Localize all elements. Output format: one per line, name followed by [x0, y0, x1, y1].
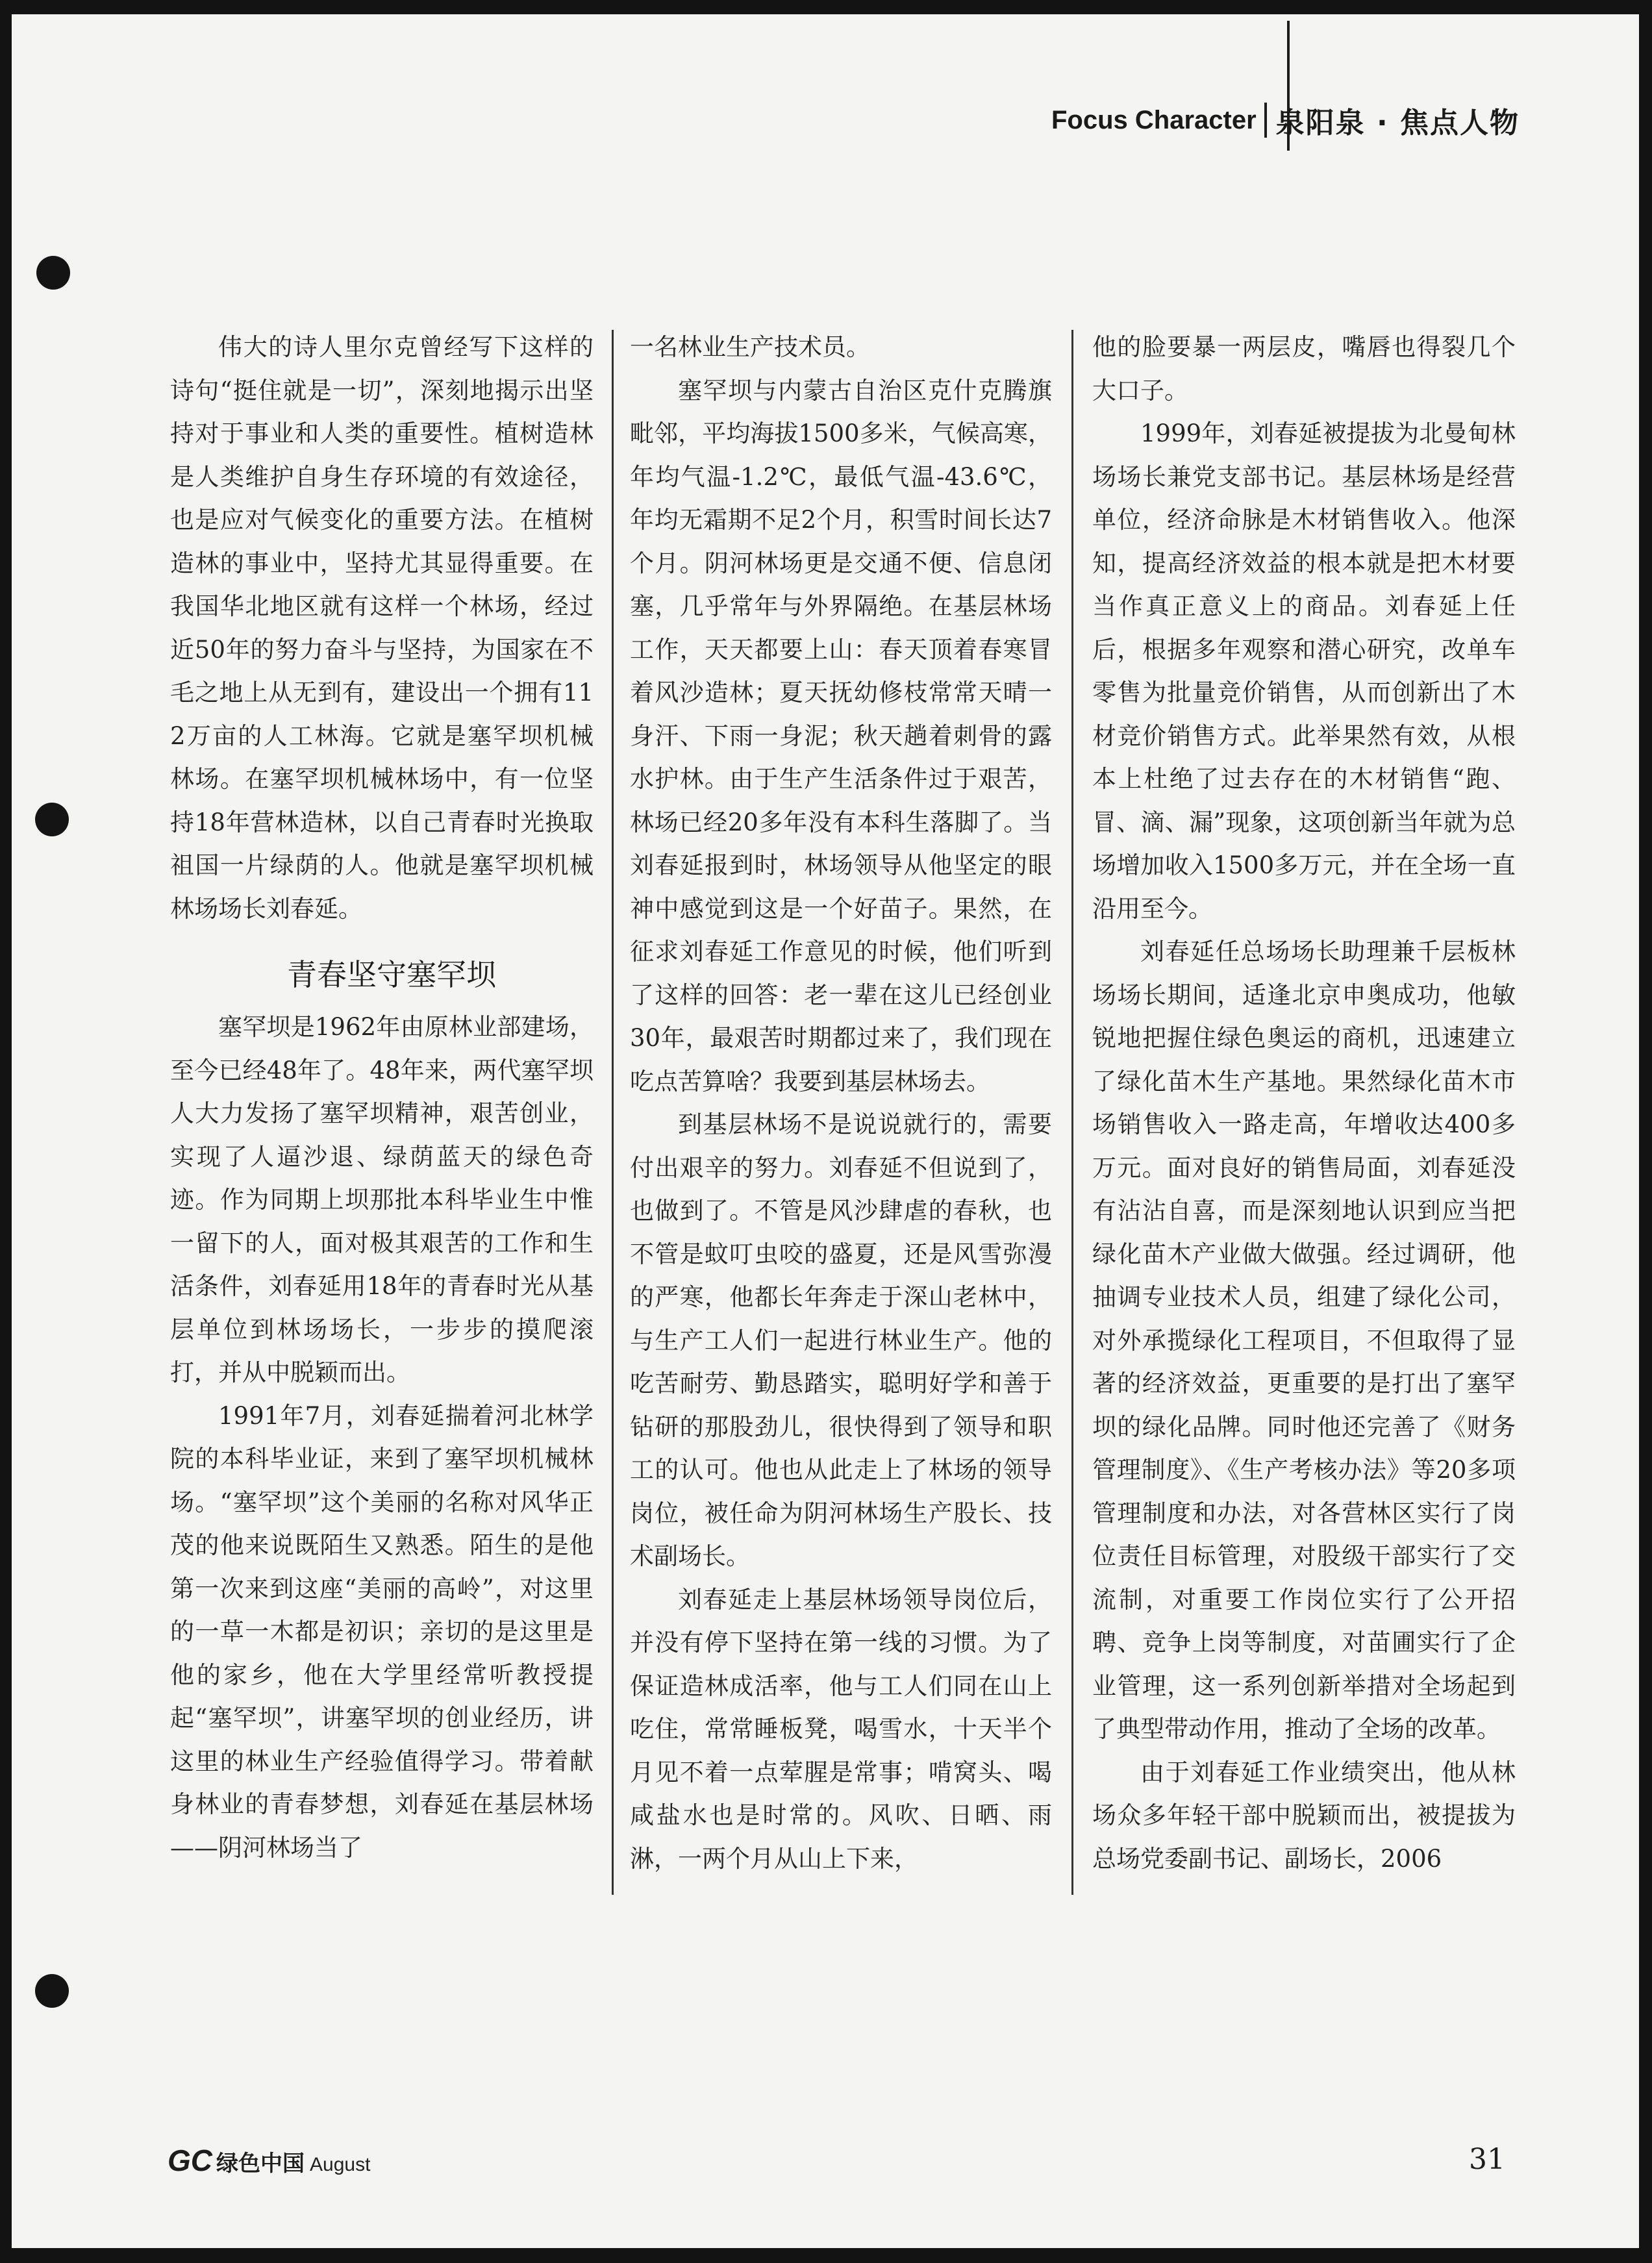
section-title-zh: 泉阳泉 · 焦点人物 — [1275, 106, 1520, 140]
column-divider — [1071, 330, 1073, 1895]
magazine-name: 绿色中国 — [216, 2151, 305, 2177]
page-number: 31 — [1469, 2143, 1505, 2176]
binder-hole-middle — [35, 803, 69, 836]
paragraph: 1991年7月，刘春延揣着河北林学院的本科毕业证，来到了塞罕坝机械林场。“塞罕坝”这个美丽的名称对风华正茂的他来说既陌生又熟悉。陌生的是他第一次来到这座“美丽的高岭”，对这里的一草一木都是初识；亲切的是这里是他的家乡，他在大学里经常听教授提起“塞罕坝”，讲塞罕坝的创业经历，讲这里的林业生产经验值得学习。带着献身林业的青春梦想，刘春延在基层林场——阴河林场当了 — [170, 1401, 594, 1862]
paragraph: 刘春延走上基层林场领导岗位后，并没有停下坚持在第一线的习惯。为了保证造林成活率，他与工人们同在山上吃住，常常睡板凳，喝雪水，十天半个月见不着一点荤腥是常事；啃窝头、喝咸盐水也是时常的。风吹、日晒、雨淋，一两个月从山上下来， — [630, 1585, 1052, 1873]
paragraph: 由于刘春延工作业绩突出，他从林场众多年轻干部中脱颖而出，被提拔为总场党委副书记、副场长，2006 — [1092, 1758, 1516, 1873]
issue-month: August — [310, 2154, 371, 2175]
paragraph: 一名林业生产技术员。 — [630, 333, 870, 361]
section-title-en: Focus Character — [1051, 105, 1257, 134]
column-divider — [612, 330, 614, 1895]
paragraph: 1999年，刘春延被提拔为北曼甸林场场长兼党支部书记。基层林场是经营单位，经济命脉是木材销售收入。他深知，提高经济效益的根本就是把木材要当作真正意义上的商品。刘春延上任后，根据多年观察和潜心研究，改单车零售为批量竞价销售，从而创新出了木材竞价销售方式。此举果然有效，从根本上杜绝了过去存在的木材销售“跑、冒、滴、漏”现象，这项创新当年就为总场增加收入1500多万元，并在全场一直沿用至今。 — [1092, 419, 1516, 923]
paragraph: 伟大的诗人里尔克曾经写下这样的诗句“挺住就是一切”，深刻地揭示出坚持对于事业和人类的重要性。植树造林是人类维护自身生存环境的有效途径，也是应对气候变化的重要方法。在植树造林的事业中，坚持尤其显得重要。在我国华北地区就有这样一个林场，经过近50年的努力奋斗与坚持，为国家在不毛之地上从无到有，建设出一个拥有112万亩的人工林海。它就是塞罕坝机械林场。在塞罕坝机械林场中，有一位坚持18年营林造林，以自己青春时光换取祖国一片绿荫的人。他就是塞罕坝机械林场场长刘春延。 — [170, 333, 594, 923]
paragraph: 他的脸要暴一两层皮，嘴唇也得裂几个大口子。 — [1092, 333, 1516, 405]
subheading: 青春坚守塞罕坝 — [287, 957, 496, 992]
paragraph: 到基层林场不是说说就行的，需要付出艰辛的努力。刘春延不但说到了，也做到了。不管是风沙肆虐的春秋，也不管是蚊叮虫咬的盛夏，还是风雪弥漫的严寒，他都长年奔走于深山老林中，与生产工人们一起进行林业生产。他的吃苦耐劳、勤恳踏实，聪明好学和善于钻研的那股劲儿，很快得到了领导和职工的认可。他也从此走上了林场的领导岗位，被任命为阴河林场生产股长、技术副场长。 — [630, 1110, 1052, 1570]
paragraph: 塞罕坝与内蒙古自治区克什克腾旗毗邻，平均海拔1500多米，气候高寒，年均气温-1.2℃，最低气温-43.6℃，年均无霜期不足2个月，积雪时间长达7个月。阴河林场更是交通不便、信息闭塞，几乎常年与外界隔绝。在基层林场工作，天天都要上山：春天顶着春寒冒着风沙造林；夏天抚幼修枝常常天晴一身汗、下雨一身泥；秋天趟着刺骨的露水护林。由于生产生活条件过于艰苦，林场已经20多年没有本科生落脚了。当刘春延报到时，林场领导从他坚定的眼神中感觉到这是一个好苗子。果然，在征求刘春延工作意见的时候，他们听到了这样的回答：老一辈在这儿已经创业30年，最艰苦时期都过来了，我们现在吃点苦算啥？我要到基层林场去。 — [630, 376, 1052, 1095]
article-column-1 — [170, 326, 594, 1917]
magazine-footer — [168, 2143, 370, 2178]
magazine-logo: GC — [168, 2144, 212, 2177]
paragraph: 塞罕坝是1962年由原林业部建场，至今已经48年了。48年来，两代塞罕坝人大力发扬了塞罕坝精神，艰苦创业，实现了人逼沙退、绿荫蓝天的绿色奇迹。作为同期上坝那批本科毕业生中惟一留下的人，面对极其艰苦的工作和生活条件，刘春延用18年的青春时光从基层单位到林场场长，一步步的摸爬滚打，并从中脱颖而出。 — [170, 1013, 594, 1386]
section-header — [974, 97, 1520, 143]
article-column-3 — [1092, 326, 1516, 1897]
binder-hole-bottom — [35, 1974, 69, 2008]
article-column-2 — [630, 326, 1052, 1897]
binder-hole-top — [36, 256, 70, 290]
paragraph: 刘春延任总场场长助理兼千层板林场场长期间，适逢北京申奥成功，他敏锐地把握住绿色奥运的商机，迅速建立了绿化苗木生产基地。果然绿化苗木市场销售收入一路走高，年增收达400多万元。面对良好的销售局面，刘春延没有沾沾自喜，而是深刻地认识到应当把绿化苗木产业做大做强。经过调研，他抽调专业技术人员，组建了绿化公司，对外承揽绿化工程项目，不但取得了显著的经济效益，更重要的是打出了塞罕坝的绿化品牌。同时他还完善了《财务管理制度》、《生产考核办法》等20多项管理制度和办法，对各营林区实行了岗位责任目标管理，对股级干部实行了交流制，对重要工作岗位实行了公开招聘、竞争上岗等制度，对苗圃实行了企业管理，这一系列创新举措对全场起到了典型带动作用，推动了全场的改革。 — [1092, 938, 1516, 1743]
header-divider — [1264, 103, 1267, 138]
